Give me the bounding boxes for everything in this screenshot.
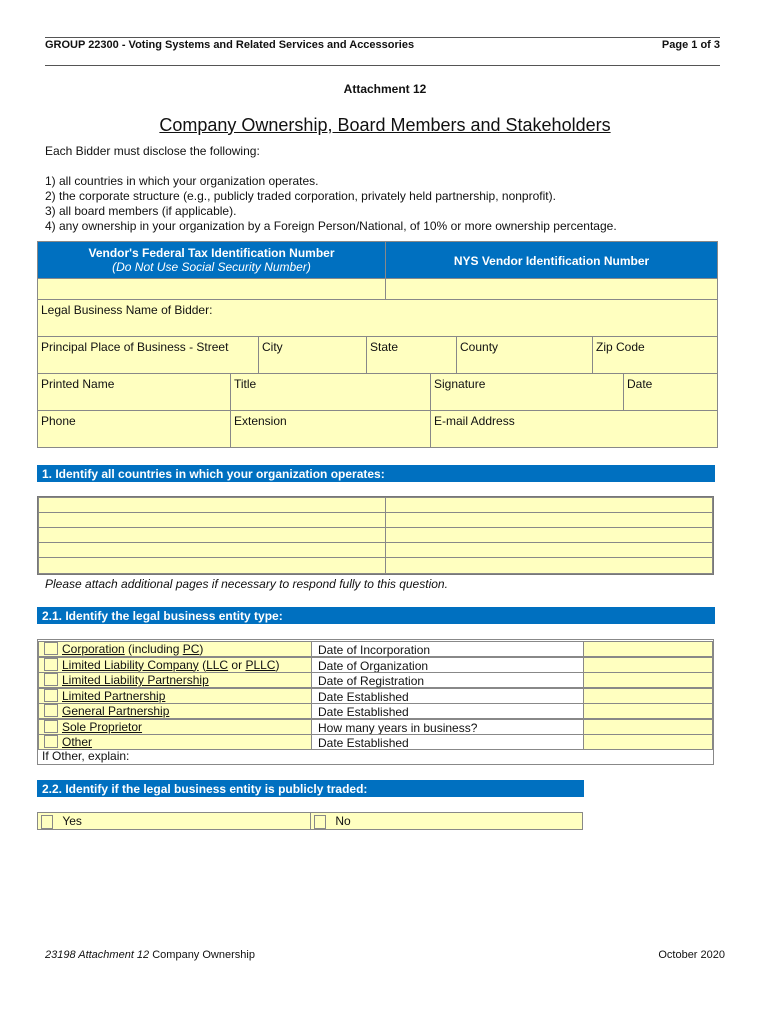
printed-name-field[interactable]: Printed Name [37,373,231,411]
entity-date-input[interactable] [583,688,713,704]
entity-date-label: Date of Registration [311,672,584,688]
entity-text: or [228,657,246,672]
entity-date-input[interactable] [583,641,713,657]
entity-checkbox[interactable] [44,689,58,702]
entity-checkbox[interactable] [44,704,58,717]
entity-date-input[interactable] [583,719,713,735]
countries-table [37,496,714,575]
entity-name: Limited Partnership [62,688,166,703]
entity-label [62,642,203,656]
section21-heading: 2.1. Identify the legal business entity type: [37,607,715,624]
entity-date-label: Date Established [311,688,584,704]
entity-checkbox[interactable] [44,720,58,733]
email-field[interactable]: E-mail Address [430,410,718,448]
tax-id-input[interactable] [37,278,386,300]
extension-field[interactable]: Extension [230,410,431,448]
entity-row [38,672,713,688]
countries-cell[interactable] [385,512,713,528]
entity-label [62,735,92,749]
entity-abbrev: PC [182,642,200,656]
entity-name: Sole Proprietor [62,719,143,734]
entity-abbrev: LLC [206,657,229,672]
list-item: 1) all countries in which your organization operates. [45,174,319,188]
entity-abbrev: PLLC [245,657,276,672]
entity-date-label: Date Established [311,703,584,719]
footer-date: October 2020 [658,949,725,961]
yes-checkbox[interactable] [41,815,53,829]
countries-cell[interactable] [38,527,386,543]
entity-date-label: Date Established [311,734,584,750]
countries-cell[interactable] [385,542,713,558]
entity-text: ) [199,642,204,656]
header-page-number: Page 1 of 3 [661,39,720,51]
entity-checkbox[interactable] [44,673,58,686]
publicly-traded-row [37,812,583,830]
phone-field[interactable]: Phone [37,410,231,448]
footer-left [45,949,255,961]
countries-cell[interactable] [38,542,386,558]
signature-field[interactable]: Signature [430,373,624,411]
state-field[interactable]: State [366,336,457,374]
nys-id-header: NYS Vendor Identification Number [385,241,718,279]
tax-id-header: Vendor's Federal Tax Identification Number (Do Not Use Social Security Number) [37,241,386,279]
footer-doc-id: 23198 Attachment 12 [45,949,150,961]
countries-cell[interactable] [38,512,386,528]
entity-label [62,658,279,672]
entity-name: Limited Liability Partnership [62,673,209,687]
entity-date-label: Date of Organization [311,657,584,673]
entity-text: (including [124,642,183,656]
entity-label [62,704,169,718]
city-field[interactable]: City [258,336,367,374]
entity-label [62,689,165,703]
no-checkbox[interactable] [314,815,326,829]
intro-text: Each Bidder must disclose the following: [45,144,260,158]
entity-name: Limited Liability Company [62,657,199,672]
countries-cell[interactable] [385,557,713,574]
countries-cell[interactable] [385,527,713,543]
entity-type-table [37,639,714,765]
other-explain-label: If Other, explain: [42,749,130,763]
street-field[interactable]: Principal Place of Business - Street [37,336,259,374]
entity-date-label: Date of Incorporation [311,641,584,657]
nys-id-input[interactable] [385,278,718,300]
date-field[interactable]: Date [623,373,718,411]
footer-doc-name: Company Ownership [149,949,255,961]
entity-date-input[interactable] [583,657,713,673]
section22-heading: 2.2. Identify if the legal business entity is publicly traded: [37,780,584,797]
entity-checkbox[interactable] [44,658,58,671]
entity-name: General Partnership [62,704,170,718]
no-option[interactable] [310,812,583,830]
entity-checkbox[interactable] [44,735,58,748]
title-field[interactable]: Title [230,373,431,411]
entity-row [38,734,713,750]
list-item: 2) the corporate structure (e.g., publicly traded corporation, privately held partnership, nonprofit). [45,189,556,203]
list-item: 4) any ownership in your organization by a Foreign Person/National, of 10% or more ownership percentage. [45,219,617,233]
entity-row [38,688,713,704]
entity-label [62,720,142,734]
countries-cell[interactable] [385,497,713,513]
entity-date-input[interactable] [583,703,713,719]
legal-name-field[interactable]: Legal Business Name of Bidder: [37,299,718,337]
section1-note: Please attach additional pages if necessary to respond fully to this question. [45,577,448,591]
entity-row [38,641,713,657]
entity-text: ( [198,657,207,672]
entity-name: Other [62,735,93,749]
section1-heading: 1. Identify all countries in which your organization operates: [37,465,715,482]
list-item: 3) all board members (if applicable). [45,204,237,218]
entity-text: ) [275,657,280,672]
entity-name: Corporation [62,642,125,656]
yes-label: Yes [62,814,82,828]
disclosure-list [45,174,617,234]
entity-checkbox[interactable] [44,642,58,655]
entity-date-label: How many years in business? [311,719,584,735]
entity-date-input[interactable] [583,672,713,688]
header-top-rule [45,37,720,38]
entity-date-input[interactable] [583,734,713,750]
entity-row [38,703,713,719]
header-bottom-rule [45,65,720,66]
yes-option[interactable] [37,812,311,830]
entity-label [62,673,209,687]
entity-row [38,719,713,735]
header-group-title: GROUP 22300 - Voting Systems and Related Services and Accessories [45,39,415,51]
entity-row [38,657,713,673]
zip-field[interactable]: Zip Code [592,336,718,374]
countries-cell[interactable] [38,497,386,513]
countries-cell[interactable] [38,557,386,574]
county-field[interactable]: County [456,336,593,374]
attachment-label: Attachment 12 [343,82,427,96]
no-label: No [335,814,351,828]
page-title: Company Ownership, Board Members and Stakeholders [159,115,611,135]
